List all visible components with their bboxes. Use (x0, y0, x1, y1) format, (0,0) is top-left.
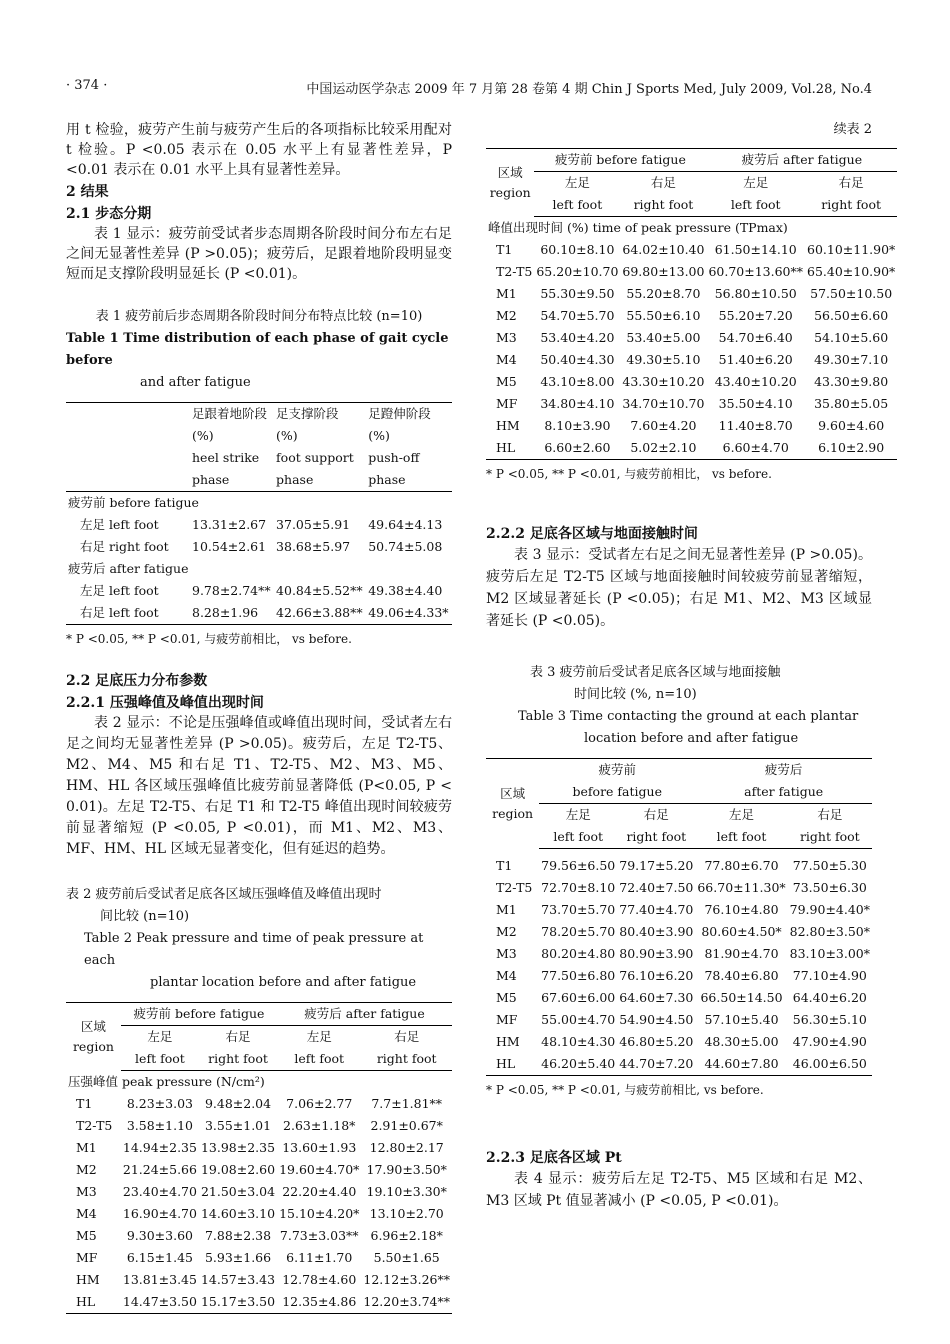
heading-results: 2 结果 (66, 184, 109, 200)
table-row (486, 437, 897, 460)
table-cell: 55.30±9.50 (540, 286, 615, 301)
table-cell: 14.60±3.10 (200, 1206, 276, 1221)
table2-title-cn: 表 2 疲劳前后受试者足底各区域压强峰值及峰值出现时 (66, 887, 382, 902)
table2-left-header-en: left foot (121, 1048, 199, 1071)
table-cell: 12.78±4.60 (282, 1272, 357, 1287)
table-cell: 56.50±6.60 (814, 308, 889, 323)
table2-continued-label: 续表 2 (833, 122, 872, 137)
table-row (66, 1203, 452, 1225)
table2c-after-header: 疲劳后 after fatigue (706, 149, 897, 172)
table2c-left-header: 左足 (564, 175, 590, 190)
table-row (66, 1269, 452, 1291)
table-row (66, 1159, 452, 1181)
table-cell: 60.70±13.60** (708, 264, 803, 279)
table1-unit: (%) (276, 428, 298, 443)
table-cell: 7.06±2.77 (286, 1096, 353, 1111)
table-cell: 13.98±2.35 (200, 1140, 276, 1155)
table2c-right-header-en: right foot (805, 194, 897, 217)
table2-right-header: 右足 (225, 1029, 251, 1044)
table-row (486, 1053, 872, 1076)
table-cell: 81.90±4.70 (704, 946, 779, 961)
table-cell: 19.10±3.30* (366, 1184, 447, 1199)
heading-2-2-3: 2.2.3 足底各区域 Pt (486, 1150, 622, 1166)
table-row (66, 1181, 452, 1203)
table-cell: 73.70±5.70 (541, 902, 616, 917)
table-row (486, 305, 897, 327)
table-cell: 6.15±1.45 (126, 1250, 193, 1265)
table-cell: 55.50±6.10 (626, 308, 701, 323)
table-cell: 5.93±1.66 (204, 1250, 272, 1265)
table-cell: 22.20±4.40 (282, 1184, 357, 1199)
table-row (66, 1291, 452, 1314)
row-label: HM (496, 418, 520, 433)
table-cell: 34.70±10.70 (622, 396, 705, 411)
table-cell: 82.80±3.50* (789, 924, 870, 939)
table2-region-header: 区域 (80, 1018, 106, 1034)
table-cell: 78.20±5.70 (541, 924, 616, 939)
table3-right-header-en: right foot (788, 826, 872, 849)
table-cell: 12.80±2.17 (369, 1140, 444, 1155)
table1-group-label: 疲劳前 before fatigue (68, 495, 199, 510)
table-cell: 53.40±5.00 (626, 330, 701, 345)
table-cell: 80.40±3.90 (619, 924, 694, 939)
table-cell: 6.60±2.60 (544, 440, 611, 455)
table-row (486, 855, 872, 877)
table3-caption (486, 662, 872, 750)
table-cell: 64.40±6.20 (792, 990, 867, 1005)
table2-subheader: 压强峰值 peak pressure (N/cm²) (68, 1074, 265, 1089)
table1-col-header-en: phase (366, 469, 452, 492)
table-cell: 65.20±10.70 (536, 264, 619, 279)
row-label: HL (76, 1294, 96, 1309)
table1-unit: (%) (368, 428, 390, 443)
table-cell: 44.60±7.80 (704, 1056, 779, 1071)
table-cell: 64.60±7.30 (619, 990, 694, 1005)
row-label: HM (76, 1272, 100, 1287)
table-cell: 67.60±6.00 (541, 990, 616, 1005)
table-row: 左足 left foot 9.78±2.74** 40.84±5.52** 49.38±4.40 (80, 583, 443, 598)
table1-title-en: Table 1 Time distribution of each phase of gait cycle before (66, 331, 449, 368)
table-row (486, 1031, 872, 1053)
table1-caption (66, 306, 452, 394)
row-label: M1 (496, 286, 517, 301)
table2-region-header-en: region (72, 1038, 114, 1054)
table2-title-cn-2: 间比较 (n=10) (100, 909, 190, 924)
table-cell: 11.40±8.70 (718, 418, 793, 433)
table-cell: 61.50±14.10 (714, 242, 797, 257)
table3-title-en: Table 3 Time contacting the ground at each plantar (518, 709, 859, 724)
table-cell: 43.30±10.20 (622, 374, 705, 389)
row-label: M3 (496, 330, 517, 345)
table-cell: 54.70±6.40 (718, 330, 793, 345)
table1-title-cn: 表 1 疲劳前后步态周期各阶段时间分布特点比较 (n=10) (95, 309, 423, 324)
table3-right-header-en: right foot (617, 826, 695, 849)
table-cell: 49.30±5.10 (626, 352, 701, 367)
table-cell: 55.20±7.20 (718, 308, 793, 323)
table3-region-header-en: region (492, 805, 534, 821)
table2-left-header-en: left foot (277, 1048, 361, 1071)
table-row (486, 921, 872, 943)
table-cell: 78.40±6.80 (704, 968, 779, 983)
table2-before-header: 疲劳前 before fatigue (121, 1003, 277, 1026)
table1-unit: (%) (192, 428, 214, 443)
paragraph-contact-time: 表 3 显示：受试者左右足之间无显著性差异 (P >0.05)。疲劳后左足 T2-T5 区域与地面接触时间较疲劳前显著缩短，M2 区域显著延长 (P <0.05)；右足 M1、M2、M3 区域显著延长 (P <0.05)。 (486, 547, 872, 629)
row-label: T2-T5 (76, 1118, 113, 1133)
row-label: MF (76, 1250, 98, 1265)
table1 (66, 402, 452, 625)
table-cell: 12.35±4.86 (282, 1294, 357, 1309)
paragraph-gait: 表 1 显示：疲劳前受试者步态周期各阶段时间分布左右足之间无显著性差异 (P >0.05)；疲劳后，足跟着地阶段明显变短而足支撑阶段明显延长 (P <0.01)。 (66, 226, 452, 282)
table-cell: 14.57±3.43 (200, 1272, 276, 1287)
table3-after-header-en: after fatigue (695, 781, 872, 804)
table2-right-header-en: right foot (361, 1048, 452, 1071)
table1-col-header: 足蹬伸阶段 (368, 406, 431, 421)
table-cell: 76.10±4.80 (704, 902, 779, 917)
table2-title-en: Table 2 Peak pressure and time of peak pressure at each (84, 931, 424, 968)
table3-left-header: 左足 (565, 807, 591, 822)
right-column (486, 120, 896, 1212)
row-label: M3 (76, 1184, 97, 1199)
table-row (66, 1247, 452, 1269)
table-row: 左足 left foot 13.31±2.67 37.05±5.91 49.64±4.13 (80, 517, 443, 532)
row-label: T1 (496, 858, 513, 873)
table2c-left-header-en: left foot (706, 194, 805, 217)
row-label: T1 (76, 1096, 93, 1111)
table-cell: 83.10±3.00* (789, 946, 870, 961)
table-row (486, 987, 872, 1009)
page-number: · 374 · (66, 78, 108, 93)
table2c-subheader: 峰值出现时间 (%) time of peak pressure (TPmax) (488, 220, 788, 235)
table-cell: 21.24±5.66 (122, 1162, 197, 1177)
table-row (486, 283, 897, 305)
table-cell: 79.56±6.50 (541, 858, 616, 873)
table3-left-header-en: left foot (695, 826, 787, 849)
table-cell: 46.20±5.40 (541, 1056, 616, 1071)
table-cell: 7.7±1.81** (371, 1096, 443, 1111)
table3-left-header: 左足 (729, 807, 755, 822)
table-cell: 72.70±8.10 (541, 880, 616, 895)
table-cell: 60.10±8.10 (540, 242, 615, 257)
table-cell: 43.30±9.80 (814, 374, 889, 389)
table2c-before-header: 疲劳前 before fatigue (534, 149, 706, 172)
table-row (486, 327, 897, 349)
row-label: T2-T5 (496, 264, 533, 279)
table-cell: 80.90±3.90 (619, 946, 694, 961)
table-cell: 46.00±6.50 (792, 1056, 867, 1071)
table-row (486, 877, 872, 899)
table-cell: 57.50±10.50 (810, 286, 893, 301)
table1-col-header: 足跟着地阶段 (192, 406, 268, 421)
table-cell: 13.60±1.93 (282, 1140, 357, 1155)
table3-title-cn-2: 时间比较 (%, n=10) (574, 687, 697, 702)
table-cell: 48.10±4.30 (541, 1034, 616, 1049)
table-cell: 77.80±6.70 (704, 858, 779, 873)
table-cell: 13.10±2.70 (369, 1206, 444, 1221)
table1-col-header-en: foot support (276, 450, 354, 465)
table-cell: 46.80±5.20 (619, 1034, 694, 1049)
heading-2-2-1: 2.2.1 压强峰值及峰值出现时间 (66, 695, 264, 711)
table-cell: 55.00±4.70 (541, 1012, 616, 1027)
table-cell: 5.02±2.10 (630, 440, 697, 455)
table-cell: 47.90±4.90 (792, 1034, 867, 1049)
table-row (66, 1115, 452, 1137)
table-cell: 7.73±3.03** (279, 1228, 359, 1243)
table-cell: 2.91±0.67* (370, 1118, 443, 1133)
table-cell: 57.10±5.40 (704, 1012, 779, 1027)
row-label: M1 (76, 1140, 97, 1155)
table-cell: 44.70±7.20 (619, 1056, 694, 1071)
table2-right-header-en: right foot (199, 1048, 277, 1071)
table-row (486, 943, 872, 965)
table-cell: 54.10±5.60 (814, 330, 889, 345)
table-cell: 49.30±7.10 (814, 352, 889, 367)
table2-after-header: 疲劳后 after fatigue (277, 1003, 452, 1026)
table-row (66, 1093, 452, 1115)
table-row (66, 1225, 452, 1247)
row-label: MF (496, 1012, 518, 1027)
table-cell: 3.55±1.01 (204, 1118, 272, 1133)
heading-2-2: 2.2 足底压力分布参数 (66, 673, 208, 689)
table3-right-header: 右足 (817, 807, 843, 822)
table-row (486, 965, 872, 987)
table-cell: 15.10±4.20* (279, 1206, 360, 1221)
table-row: 右足 left foot 8.28±1.96 42.66±3.88** 49.06±4.33* (80, 605, 449, 620)
table-cell: 64.02±10.40 (622, 242, 705, 257)
table2-continued (486, 148, 897, 460)
heading-2-1: 2.1 步态分期 (66, 206, 152, 222)
table-cell: 13.81±3.45 (122, 1272, 197, 1287)
table2-caption (66, 884, 452, 994)
table2 (66, 1002, 452, 1314)
table-cell: 80.60±4.50* (701, 924, 782, 939)
table2c-right-header-en: right foot (620, 194, 706, 217)
table-cell: 65.40±10.90* (807, 264, 896, 279)
paragraph-pt: 表 4 显示：疲劳后左足 T2-T5、M5 区域和右足 M2、M3 区域 Pt 值显著减小 (P <0.05, P <0.01)。 (486, 1171, 872, 1209)
table1-col-header-en: phase (190, 469, 274, 492)
table-cell: 2.63±1.18* (283, 1118, 356, 1133)
table-cell: 6.60±4.70 (722, 440, 789, 455)
table-cell: 14.47±3.50 (122, 1294, 197, 1309)
table-cell: 6.10±2.90 (818, 440, 885, 455)
table2c-right-header: 右足 (650, 175, 676, 190)
left-column (66, 120, 452, 1314)
table2-note: * P <0.05, ** P <0.01, 与疲劳前相比， vs before. (486, 467, 772, 481)
paragraph-peak-pressure: 表 2 显示：不论是压强峰值或峰值出现时间，受试者左右足之间均无显著性差异 (P >0.05)。疲劳后，左足 T2-T5、M2、M4、M5 和右足 T1、T2-T5、M2、M3、M5、HM、HL 各区域压强峰值比疲劳前显著降低 (P<0.05, P < 0.01)。左足 T2-T5、右足 T1 和 T2-T5 峰值出现时间较疲劳前显著缩短 (P <0.05, P <0.01)，而 M1、M2、M3、MF、HM、HL 区域无显著变化，但有延迟的趋势。 (66, 715, 452, 857)
table-cell: 16.90±4.70 (122, 1206, 197, 1221)
row-label: HL (496, 440, 516, 455)
table-cell: 3.58±1.10 (126, 1118, 193, 1133)
table-cell: 43.40±10.20 (714, 374, 797, 389)
table2c-region-header-en: region (489, 184, 531, 200)
table2-left-header: 左足 (147, 1029, 173, 1044)
row-label: M4 (496, 968, 517, 983)
table2-right-header: 右足 (394, 1029, 420, 1044)
table-cell: 6.11±1.70 (286, 1250, 353, 1265)
row-label: M1 (496, 902, 517, 917)
row-label: HM (496, 1034, 520, 1049)
table-cell: 21.50±3.04 (200, 1184, 276, 1199)
table-row (66, 1137, 452, 1159)
table3 (486, 758, 872, 1076)
table-row (486, 239, 897, 261)
table-cell: 66.50±14.50 (700, 990, 783, 1005)
table3-note: * P <0.05, ** P <0.01, 与疲劳前相比, vs before. (486, 1083, 764, 1097)
table-cell: 9.30±3.60 (126, 1228, 193, 1243)
table-cell: 76.10±6.20 (619, 968, 694, 983)
table-cell: 50.40±4.30 (540, 352, 615, 367)
table-cell: 56.80±10.50 (714, 286, 797, 301)
row-label: M4 (496, 352, 517, 367)
table-row (486, 899, 872, 921)
table1-group-label: 疲劳后 after fatigue (68, 561, 189, 576)
table-cell: 53.40±4.20 (540, 330, 615, 345)
row-label: MF (496, 396, 518, 411)
table-cell: 23.40±4.70 (122, 1184, 197, 1199)
table-cell: 66.70±11.30* (697, 880, 786, 895)
table2-title-en-2: plantar location before and after fatigue (150, 975, 417, 990)
table-cell: 34.80±4.10 (540, 396, 615, 411)
table-cell: 77.10±4.90 (792, 968, 867, 983)
table-row (486, 261, 897, 283)
table2c-left-header: 左足 (743, 175, 769, 190)
table3-title-en-2: location before and after fatigue (584, 731, 799, 746)
table-cell: 77.50±6.80 (541, 968, 616, 983)
table-row: 右足 right foot 10.54±2.61 38.68±5.97 50.74±5.08 (80, 539, 443, 554)
table-cell: 35.50±4.10 (718, 396, 793, 411)
table-cell: 77.40±4.70 (619, 902, 694, 917)
table-cell: 7.88±2.38 (204, 1228, 272, 1243)
table2c-right-header: 右足 (838, 175, 864, 190)
table1-col-header-en: heel strike (192, 450, 260, 465)
table1-col-header-en: push-off (368, 450, 420, 465)
table-cell: 73.50±6.30 (792, 880, 867, 895)
table3-before-header-en: before fatigue (539, 781, 695, 804)
table-cell: 55.20±8.70 (626, 286, 701, 301)
row-label: M5 (496, 990, 517, 1005)
table-cell: 79.17±5.20 (619, 858, 694, 873)
table-cell: 72.40±7.50 (619, 880, 694, 895)
table3-left-header-en: left foot (539, 826, 617, 849)
row-label: T1 (496, 242, 513, 257)
row-label: M3 (496, 946, 517, 961)
table3-before-header: 疲劳前 (598, 762, 637, 777)
heading-2-2-2: 2.2.2 足底各区域与地面接触时间 (486, 526, 698, 542)
table-cell: 48.30±5.00 (704, 1034, 779, 1049)
row-label: M4 (76, 1206, 97, 1221)
table-cell: 56.30±5.10 (792, 1012, 867, 1027)
table-cell: 79.90±4.40* (789, 902, 870, 917)
table-cell: 5.50±1.65 (373, 1250, 440, 1265)
table-cell: 54.70±5.70 (540, 308, 615, 323)
row-label: M2 (496, 308, 517, 323)
table1-col-header-en: phase (274, 469, 366, 492)
paragraph-methods: 用 t 检验，疲劳产生前与疲劳产生后的各项指标比较采用配对 t 检验。P <0.05 表示在 0.05 水平上有显著性差异，P <0.01 表示在 0.01 水平上具有显著性差异。 (66, 122, 452, 178)
table-cell: 19.60±4.70* (279, 1162, 360, 1177)
table-cell: 17.90±3.50* (366, 1162, 447, 1177)
table-cell: 8.10±3.90 (544, 418, 611, 433)
table-row (486, 371, 897, 393)
journal-citation: 中国运动医学杂志 2009 年 7 月第 28 卷第 4 期 Chin J Sports Med, July 2009, Vol.28, No.4 (306, 82, 872, 97)
table-row (486, 415, 897, 437)
table-cell: 19.08±2.60 (200, 1162, 276, 1177)
row-label: M5 (496, 374, 517, 389)
table-row (486, 1009, 872, 1031)
table2c-region-header: 区域 (497, 164, 523, 180)
row-label: T2-T5 (496, 880, 533, 895)
table-cell: 9.48±2.04 (204, 1096, 272, 1111)
table-row (486, 393, 897, 415)
table3-title-cn: 表 3 疲劳前后受试者足底各区域与地面接触 (530, 665, 781, 680)
table-cell: 43.10±8.00 (540, 374, 615, 389)
table3-region-header: 区域 (500, 785, 526, 801)
table2c-left-header-en: left foot (534, 194, 620, 217)
table1-title-en-2: and after fatigue (140, 375, 251, 390)
table-cell: 12.20±3.74** (363, 1294, 450, 1309)
table-cell: 60.10±11.90* (807, 242, 896, 257)
row-label: HL (496, 1056, 516, 1071)
row-label: M5 (76, 1228, 97, 1243)
table-cell: 8.23±3.03 (126, 1096, 193, 1111)
table-cell: 6.96±2.18* (370, 1228, 443, 1243)
table2-left-header: 左足 (306, 1029, 332, 1044)
table1-col-header: 足支撑阶段 (276, 406, 339, 421)
table-cell: 80.20±4.80 (541, 946, 616, 961)
row-label: M2 (76, 1162, 97, 1177)
table-cell: 54.90±4.50 (619, 1012, 694, 1027)
table-cell: 7.60±4.20 (630, 418, 697, 433)
table-cell: 15.17±3.50 (200, 1294, 276, 1309)
table-cell: 9.60±4.60 (818, 418, 885, 433)
table-cell: 51.40±6.20 (718, 352, 793, 367)
table-row (486, 349, 897, 371)
table-cell: 14.94±2.35 (122, 1140, 197, 1155)
table1-note: * P <0.05, ** P <0.01, 与疲劳前相比， vs before. (66, 632, 352, 646)
table3-after-header: 疲劳后 (764, 762, 803, 777)
table3-right-header: 右足 (643, 807, 669, 822)
table-cell: 12.12±3.26** (363, 1272, 450, 1287)
table-cell: 77.50±5.30 (792, 858, 867, 873)
table-cell: 35.80±5.05 (814, 396, 889, 411)
table-cell: 69.80±13.00 (622, 264, 705, 279)
row-label: M2 (496, 924, 517, 939)
